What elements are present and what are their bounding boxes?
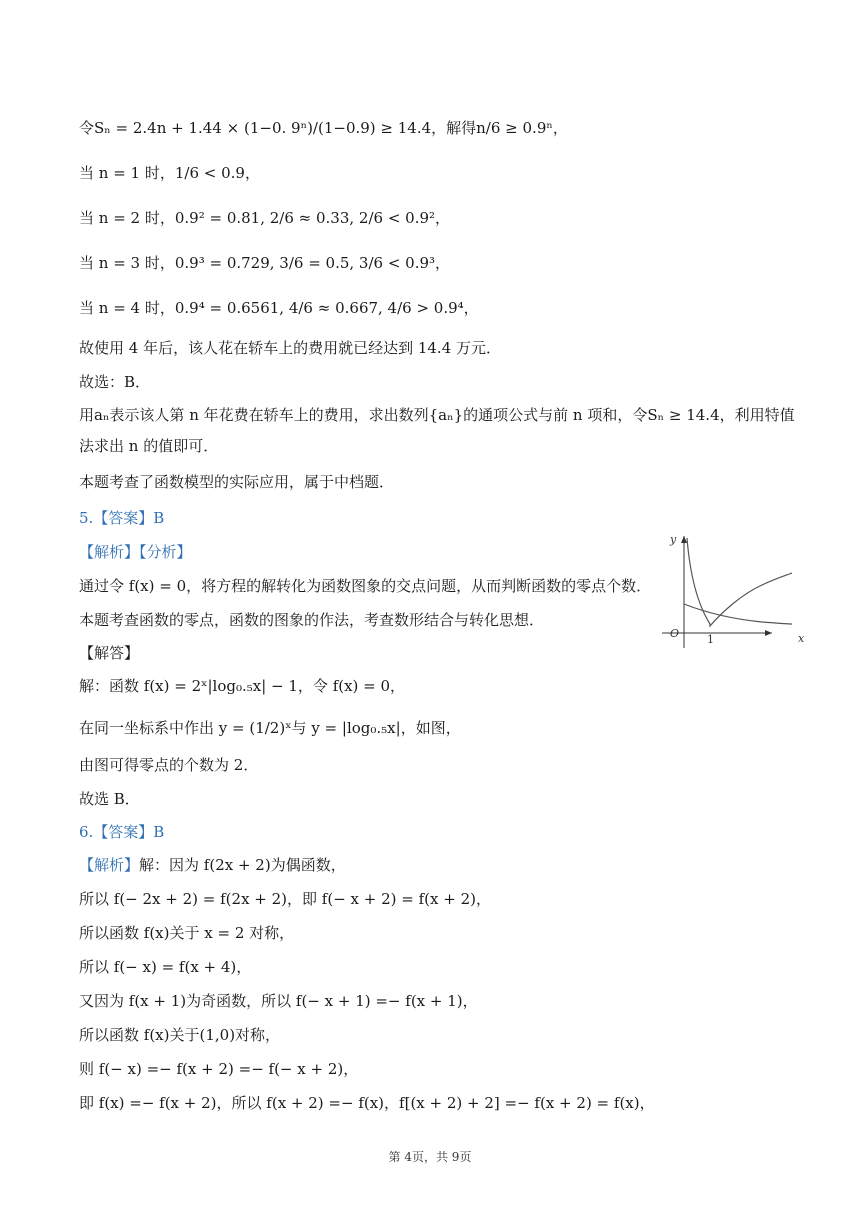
analysis-tag-5: 【解析】【分析】 bbox=[79, 543, 192, 561]
text-line: 通过令 f(x) = 0，将方程的解转化为函数图象的交点问题，从而判断函数的零点个数． bbox=[79, 577, 652, 595]
text-line: 则 f(− x) =− f(x + 2) =− f(− x + 2)， bbox=[79, 1060, 359, 1078]
function-graph bbox=[652, 530, 814, 655]
solution-tag-5: 【解答】 bbox=[79, 644, 140, 662]
text-span: 解：因为 f(2x + 2)为偶函数， bbox=[139, 856, 346, 874]
page-footer: 第 4页，共 9页 bbox=[388, 1150, 472, 1164]
text-line: 解：函数 f(x) = 2ˣ|log₀.₅x| − 1，令 f(x) = 0， bbox=[79, 677, 406, 695]
text-paragraph: 用aₙ表示该人第 n 年花费在轿车上的费用，求出数列{aₙ}的通项公式与前 n 项和，令Sₙ ≥ 14.4，利用特值法求出 n 的值即可． bbox=[79, 406, 795, 455]
text-line: 本题考查了函数模型的实际应用，属于中档题． bbox=[79, 473, 395, 491]
analysis-tag-6: 【解析】 bbox=[79, 856, 140, 874]
text-line: 故选：B． bbox=[79, 373, 151, 391]
text-line: 当 n = 3 时，0.9³ = 0.729, 3/6 = 0.5, 3/6 < 0.9³， bbox=[79, 254, 451, 272]
text-line: 所以 f(− x) = f(x + 4)， bbox=[79, 958, 252, 976]
text-line: 当 n = 2 时，0.9² = 0.81, 2/6 ≈ 0.33, 2/6 < 0.9²， bbox=[79, 209, 451, 227]
abs-log-curve bbox=[687, 538, 792, 626]
text-line: 令Sₙ = 2.4n + 1.44 × (1−0. 9ⁿ)/(1−0.9) ≥ 14.4，解得n/6 ≥ 0.9ⁿ， bbox=[79, 119, 568, 137]
answer-heading-6: 6.【答案】B bbox=[79, 823, 165, 841]
x-label: x bbox=[798, 632, 805, 645]
text-line: 所以 f(− 2x + 2) = f(2x + 2)，即 f(− x + 2) = f(x + 2)， bbox=[79, 890, 491, 908]
tick-label-1: 1 bbox=[707, 633, 714, 646]
text-line: 在同一坐标系中作出 y = (1/2)ˣ与 y = |log₀.₅x|，如图， bbox=[79, 719, 461, 737]
text-line: 即 f(x) =− f(x + 2)，所以 f(x + 2) =− f(x)，f[(x + 2) + 2] =− f(x + 2) = f(x)， bbox=[79, 1094, 655, 1112]
y-label: y bbox=[670, 533, 677, 546]
text-line: 所以函数 f(x)关于 x = 2 对称， bbox=[79, 924, 295, 942]
text-line bbox=[79, 855, 800, 875]
text-line: 所以函数 f(x)关于(1,0)对称， bbox=[79, 1026, 281, 1044]
text-line: 故选 B． bbox=[79, 790, 140, 808]
exp-curve bbox=[684, 604, 792, 624]
text-line: 又因为 f(x + 1)为奇函数，所以 f(− x + 1) =− f(x + 1)， bbox=[79, 992, 478, 1010]
text-line: 当 n = 1 时，1/6 < 0.9， bbox=[79, 164, 260, 182]
text-line: 本题考查函数的零点，函数的图象的作法，考查数形结合与转化思想． bbox=[79, 611, 545, 629]
text-line: 当 n = 4 时，0.9⁴ = 0.6561, 4/6 ≈ 0.667, 4/6 > 0.9⁴， bbox=[79, 299, 479, 317]
text-line: 由图可得零点的个数为 2． bbox=[79, 756, 259, 774]
answer-heading-5: 5.【答案】B bbox=[79, 509, 165, 527]
x-axis-arrow bbox=[765, 630, 772, 636]
origin-label: O bbox=[670, 627, 680, 640]
y-axis-arrow bbox=[681, 536, 687, 543]
text-line: 故使用 4 年后，该人花在轿车上的费用就已经达到 14.4 万元． bbox=[79, 339, 502, 357]
